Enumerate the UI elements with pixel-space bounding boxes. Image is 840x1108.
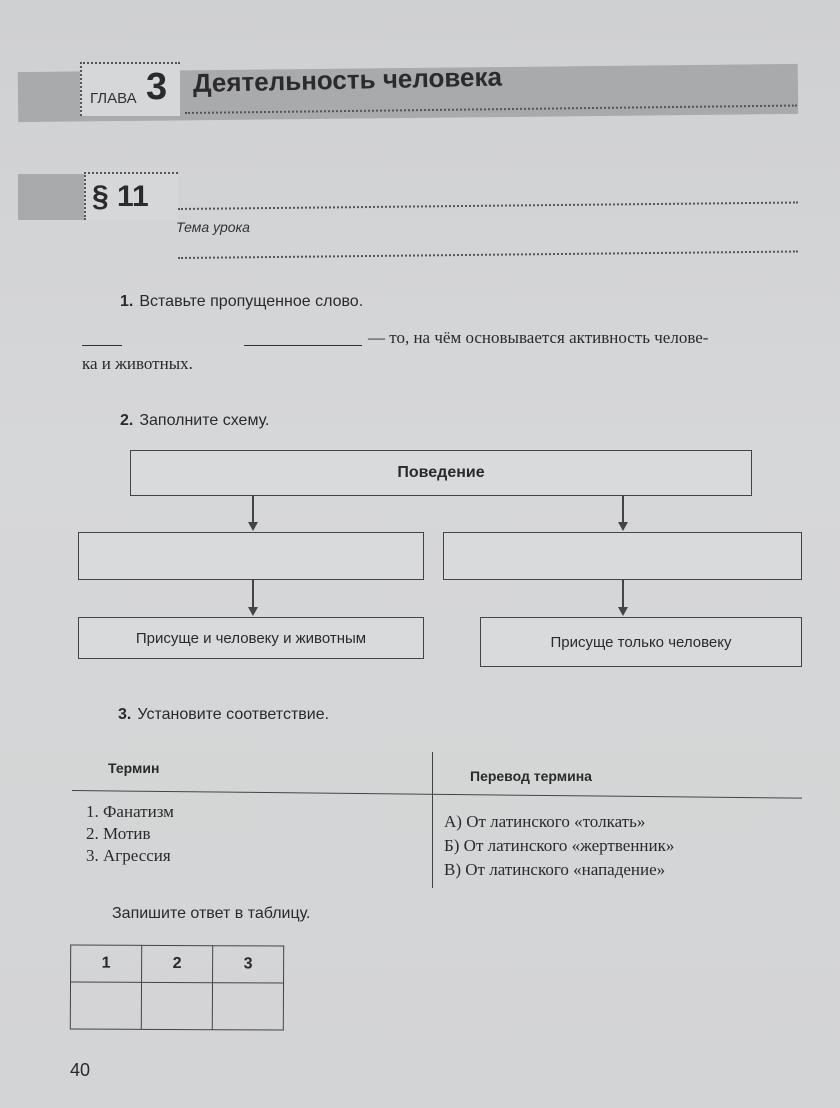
scheme-box-humans-and-animals (78, 617, 424, 659)
task3-number: 3. (118, 706, 132, 723)
arrow-down-icon (252, 580, 254, 614)
answer-input-cell[interactable] (141, 982, 212, 1029)
answer-prompt: Запишите ответ в таблицу. (112, 905, 311, 922)
task1-text-line1: — то, на чём основывается активность челове- (368, 328, 709, 347)
page-number: 40 (70, 1060, 91, 1080)
arrow-down-icon (622, 496, 624, 529)
answer-input-cell[interactable] (70, 982, 141, 1029)
task1-blank-answer[interactable] (244, 345, 362, 346)
task1-heading (120, 293, 363, 311)
column-header-translation: Перевод термина (470, 768, 592, 784)
chapter-title: Деятельность человека (192, 61, 503, 98)
translation-item: В) От латинского «нападение» (444, 860, 666, 879)
arrow-down-icon (622, 580, 624, 614)
lesson-topic-label: Тема урока (176, 219, 250, 235)
scheme-box-left-empty[interactable] (78, 532, 424, 580)
scheme-box-humans-only (480, 617, 802, 667)
task2-heading (120, 412, 269, 430)
chapter-number: 3 (146, 66, 168, 108)
translation-item: Б) От латинского «жертвенник» (444, 836, 675, 855)
scheme-box-humans-only-label: Присуще только человеку (550, 633, 732, 651)
scheme-box-behavior (130, 450, 752, 496)
scheme-box-humans-and-animals-label: Присуще и человеку и животным (135, 629, 367, 647)
chapter-label: ГЛАВА (90, 90, 137, 107)
arrow-down-icon (252, 496, 254, 529)
scheme-box-right-empty[interactable] (443, 532, 802, 580)
answer-table (70, 944, 284, 1030)
task2-number: 2. (120, 412, 134, 429)
answer-header-cell: 1 (71, 945, 142, 982)
scheme-box-behavior-label: Поведение (397, 464, 485, 481)
answer-input-cell[interactable] (212, 983, 283, 1030)
lesson-topic-line-2[interactable] (178, 251, 798, 259)
lesson-topic-line-1[interactable] (178, 202, 798, 210)
term-item: 3. Агрессия (86, 846, 171, 865)
paragraph-number: § 11 (92, 180, 149, 213)
translation-item: А) От латинского «толкать» (444, 812, 646, 831)
match-table-header-line (72, 790, 802, 799)
term-item: 1. Фанатизм (86, 802, 174, 821)
task3-title: Установите соответствие. (137, 706, 330, 723)
match-table-divider (432, 752, 433, 888)
task1-blank-short[interactable] (82, 345, 122, 346)
task1-text-line2: ка и животных. (82, 354, 193, 373)
column-header-term: Термин (108, 760, 160, 776)
answer-header-cell: 2 (142, 945, 213, 982)
task3-heading (118, 706, 329, 724)
answer-header-cell: 3 (213, 946, 284, 983)
task1-title: Вставьте пропущенное слово. (139, 293, 364, 310)
task1-number: 1. (120, 293, 134, 310)
task2-title: Заполните схему. (139, 412, 270, 429)
term-item: 2. Мотив (86, 824, 151, 843)
